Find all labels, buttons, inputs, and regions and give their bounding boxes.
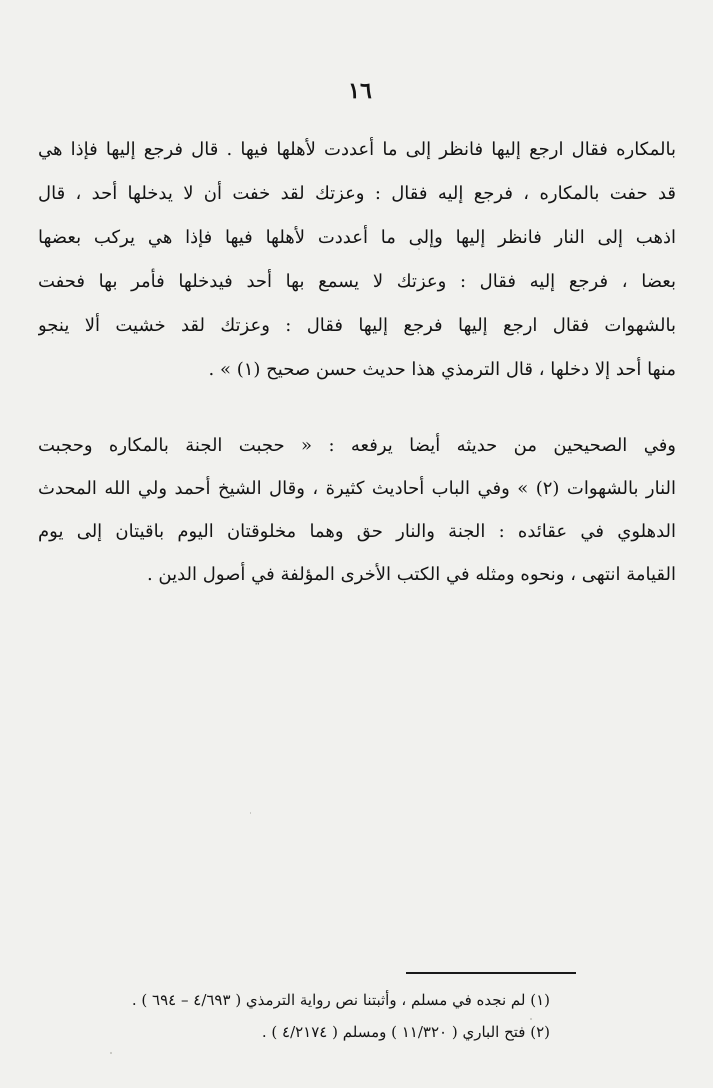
text-line: وفي الصحيحين من حديثه أيضا يرفعه : « حجبت الجنة بالمكاره وحجبت [38,435,676,456]
text-line: اذهب إلى النار فانظر إليها وإلى ما أعددت لأهلها فيها فإذا هي يركب بعضها [38,227,676,248]
paragraph-hadith-paradise-hell [38,128,676,392]
paragraph-sahihayn [38,424,676,596]
text-line: بالشهوات فقال ارجع إليها فرجع إليها فقال : وعزتك لقد خشيت ألا ينجو [38,315,676,336]
text-line: قد حفت بالمكاره ، فرجع إليه فقال : وعزتك لقد خفت أن لا يدخلها أحد ، قال [38,183,676,204]
scan-speck [530,1018,532,1020]
text-line: بالمكاره فقال ارجع إليها فانظر إلى ما أعددت لأهلها فيها . قال فرجع إليها فإذا هي [38,139,676,160]
text-line: الدهلوي في عقائده : الجنة والنار حق وهما مخلوقتان اليوم باقيتان إلى يوم [38,521,676,542]
footnote-1: (١) لم نجده في مسلم ، وأثبتنا نص رواية الترمذي ( ٤/٦٩٣ – ٦٩٤ ) . [131,991,550,1009]
scan-speck [418,248,420,250]
page-number: ١٦ [348,78,372,104]
footnote-separator [406,972,576,974]
text-line: النار بالشهوات (٢) » وفي الباب أحاديث كثيرة ، وقال الشيخ أحمد ولي الله المحدث [38,478,676,499]
text-line: القيامة انتهى ، ونحوه ومثله في الكتب الأخرى المؤلفة في أصول الدين . [146,564,676,585]
text-line: منها أحد إلا دخلها ، قال الترمذي هذا حديث حسن صحيح (١) » . [208,359,676,380]
text-line: بعضا ، فرجع إليه فقال : وعزتك لا يسمع بها أحد فيدخلها فأمر بها فحفت [38,271,676,292]
scan-speck [250,812,251,814]
footnote-2: (٢) فتح الباري ( ١١/٣٢٠ ) ومسلم ( ٤/٢١٧٤ ) . [261,1023,550,1041]
footnotes [30,984,550,1048]
scan-speck [110,1052,112,1054]
